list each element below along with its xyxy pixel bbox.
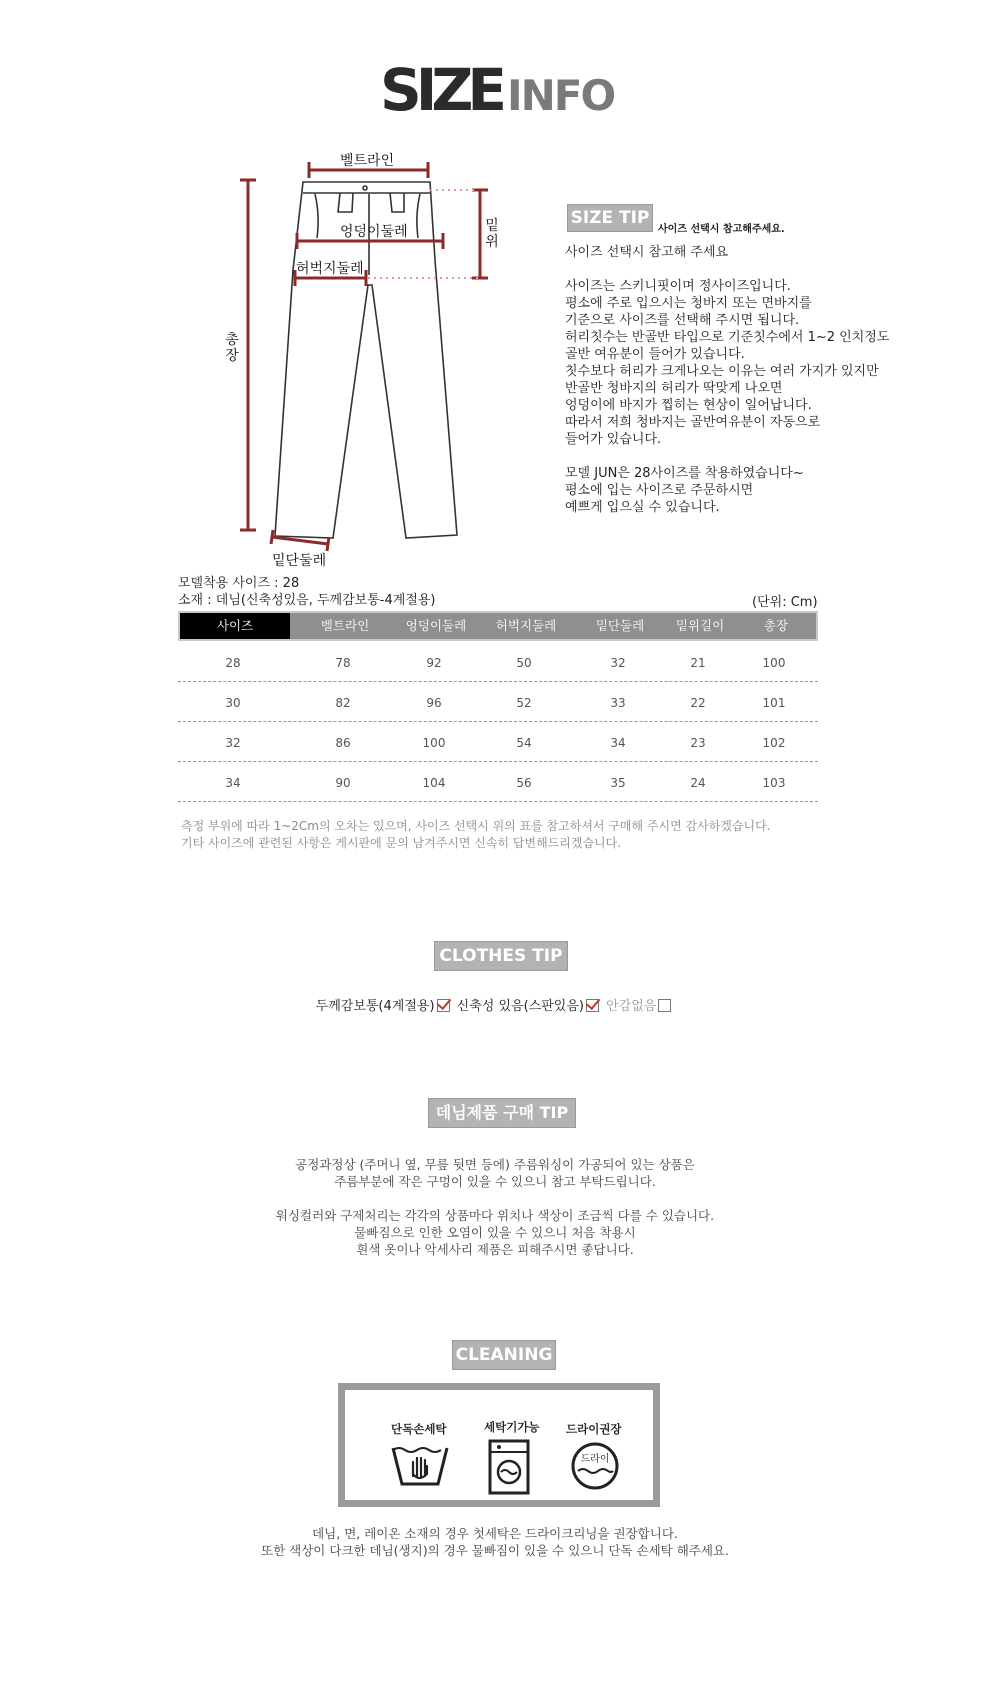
- table-cell: 92: [426, 656, 442, 670]
- label-washing-machine: 세탁기가능: [484, 1420, 540, 1434]
- table-cell: 32: [610, 656, 626, 670]
- size-tip-line: 칫수보다 허리가 크게나오는 이유는 여러 가지가 있지만: [565, 364, 879, 379]
- size-tip-line: 사이즈는 스키니핏이며 정사이즈입니다.: [565, 279, 791, 294]
- table-header-cell: 사이즈: [180, 613, 290, 639]
- table-header-cell: 총장: [763, 618, 789, 633]
- size-tip-line: 허리칫수는 반골반 타입으로 기준칫수에서 1~2 인치정도: [565, 330, 890, 345]
- size-tip-badge: SIZE TIP: [567, 204, 653, 232]
- check-icon: [586, 999, 599, 1012]
- label-hand-wash: 단독손세탁: [391, 1422, 447, 1436]
- table-cell: 34: [225, 776, 241, 790]
- table-row: [178, 722, 818, 762]
- clothes-options: [0, 995, 990, 1014]
- table-cell: 33: [610, 696, 626, 710]
- note-line: 측정 부위에 따라 1~2Cm의 오차는 있으며, 사이즈 선택시 위의 표를 참고하셔서 구매해 주시면 감사하겠습니다.: [181, 819, 771, 833]
- hand-wash-icon: [389, 1440, 451, 1490]
- table-row: [178, 642, 818, 682]
- measurement-note: [181, 818, 770, 852]
- table-cell: 32: [225, 736, 241, 750]
- cleaning-badge: CLEANING: [452, 1340, 556, 1370]
- size-tip-line: 평소에 주로 입으시는 청바지 또는 면바지를: [565, 296, 812, 311]
- cleaning-icons-box: [338, 1383, 660, 1507]
- size-tip-line: 따라서 저희 청바지는 골반여유분이 자동으로: [565, 415, 821, 430]
- table-cell: 90: [335, 776, 351, 790]
- size-tip-line: 기준으로 사이즈를 선택해 주시면 됩니다.: [565, 313, 800, 328]
- denim-tip-line: 물빠짐으로 인한 오염이 있을 수 있으니 처음 착용시: [354, 1225, 636, 1240]
- table-cell: 52: [516, 696, 532, 710]
- label-belt-line: 벨트라인: [340, 153, 395, 169]
- table-cell: 100: [422, 736, 446, 750]
- denim-tip-line: 공정과정상 (주머니 옆, 무릎 뒷면 등에) 주름워싱이 가공되어 있는 상품은: [295, 1157, 695, 1172]
- size-tip-line: 들어가 있습니다.: [565, 432, 662, 447]
- denim-tip-line: 워싱컬러와 구제처리는 각각의 상품마다 위치나 색상이 조금씩 다를 수 있습니다.: [275, 1208, 715, 1223]
- dry-clean-icon: [569, 1440, 621, 1492]
- table-header-cell: 벨트라인: [320, 618, 370, 633]
- table-cell: 82: [335, 696, 351, 710]
- table-cell: 101: [762, 696, 786, 710]
- table-cell: 22: [690, 696, 706, 710]
- model-size: 모델착용 사이즈 : 28: [178, 576, 300, 591]
- title-size: SIZE: [380, 56, 502, 124]
- table-cell: 50: [516, 656, 532, 670]
- table-cell: 23: [690, 736, 706, 750]
- washing-machine-icon: [487, 1438, 531, 1496]
- table-header-cell: 밑위길이: [675, 618, 725, 633]
- model-info: [178, 575, 436, 609]
- table-row: [178, 682, 818, 722]
- cleaning-line: 데님, 면, 레이온 소재의 경우 첫세탁은 드라이크리닝을 권장합니다.: [312, 1526, 678, 1541]
- title-info: INFO: [507, 71, 615, 120]
- label-hem: 밑단둘레: [272, 553, 327, 569]
- denim-tip-text: [0, 1156, 990, 1258]
- table-cell: 24: [690, 776, 706, 790]
- material: 소재 : 데님(신축성있음, 두께감보통-4계절용): [178, 593, 436, 608]
- option-stretch: 신축성 있음(스판있음): [456, 999, 584, 1014]
- size-tip-line: 반골반 청바지의 허리가 딱맞게 나오면: [565, 381, 783, 396]
- size-table-header: [178, 611, 818, 641]
- table-cell: 54: [516, 736, 532, 750]
- table-header-cell: 밑단둘레: [595, 618, 645, 633]
- table-header-cell: 허벅지둘레: [495, 618, 557, 633]
- size-tip-line: 엉덩이에 바지가 찝히는 현상이 일어납니다.: [565, 398, 812, 413]
- table-cell: 103: [762, 776, 786, 790]
- size-tip-line: 평소에 입는 사이즈로 주문하시면: [565, 483, 754, 498]
- size-tip-line: 예쁘게 입으실 수 있습니다.: [565, 500, 720, 515]
- cleaning-line: 또한 색상이 다크한 데님(생지)의 경우 물빠짐이 있을 수 있으니 단독 손세탁 해주세요.: [261, 1543, 729, 1558]
- label-hip: 엉덩이둘레: [340, 224, 408, 240]
- table-row: [178, 762, 818, 802]
- size-tip-line: 모델 JUN은 28사이즈를 착용하였습니다~: [565, 466, 804, 481]
- label-rise: 밑위: [485, 218, 499, 250]
- table-cell: 78: [335, 656, 351, 670]
- unit-label: (단위: Cm): [752, 595, 818, 610]
- checkbox-empty-icon: [658, 999, 671, 1012]
- clothes-tip-badge: CLOTHES TIP: [434, 941, 568, 971]
- table-cell: 34: [610, 736, 626, 750]
- cleaning-text: [0, 1525, 990, 1559]
- label-total-length: 총장: [225, 332, 239, 364]
- label-thigh: 허벅지둘레: [296, 261, 364, 277]
- table-cell: 21: [690, 656, 706, 670]
- table-cell: 56: [516, 776, 532, 790]
- dry-clean-icon-text: 드라이: [580, 1454, 610, 1465]
- size-tip-line: 사이즈 선택시 참고해 주세요: [565, 245, 729, 260]
- table-cell: 28: [225, 656, 241, 670]
- denim-tip-line: 주름부분에 작은 구멍이 있을 수 있으니 참고 부탁드립니다.: [334, 1174, 656, 1189]
- label-dry-clean: 드라이권장: [566, 1422, 622, 1436]
- size-tip-caption: 사이즈 선택시 참고해주세요.: [658, 224, 785, 235]
- table-cell: 102: [762, 736, 786, 750]
- size-tip-line: 골반 여유분이 들어가 있습니다.: [565, 347, 745, 362]
- option-lining: 안감없음: [606, 999, 657, 1014]
- table-cell: 104: [422, 776, 446, 790]
- table-cell: 86: [335, 736, 351, 750]
- table-cell: 30: [225, 696, 241, 710]
- denim-tip-badge: 데님제품 구매 TIP: [428, 1098, 576, 1128]
- size-tip-text: [565, 244, 925, 516]
- denim-tip-line: 흰색 옷이나 악세사리 제품은 피해주시면 좋답니다.: [356, 1242, 634, 1257]
- table-cell: 96: [426, 696, 442, 710]
- table-header-cell: 엉덩이둘레: [405, 618, 467, 633]
- check-icon: [437, 999, 450, 1012]
- table-cell: 35: [610, 776, 626, 790]
- option-thickness: 두께감보통(4계절용): [315, 999, 435, 1014]
- table-cell: 100: [762, 656, 786, 670]
- note-line: 기타 사이즈에 관련된 사항은 게시판에 문의 남겨주시면 신속히 답변해드리겠습니다.: [181, 836, 622, 850]
